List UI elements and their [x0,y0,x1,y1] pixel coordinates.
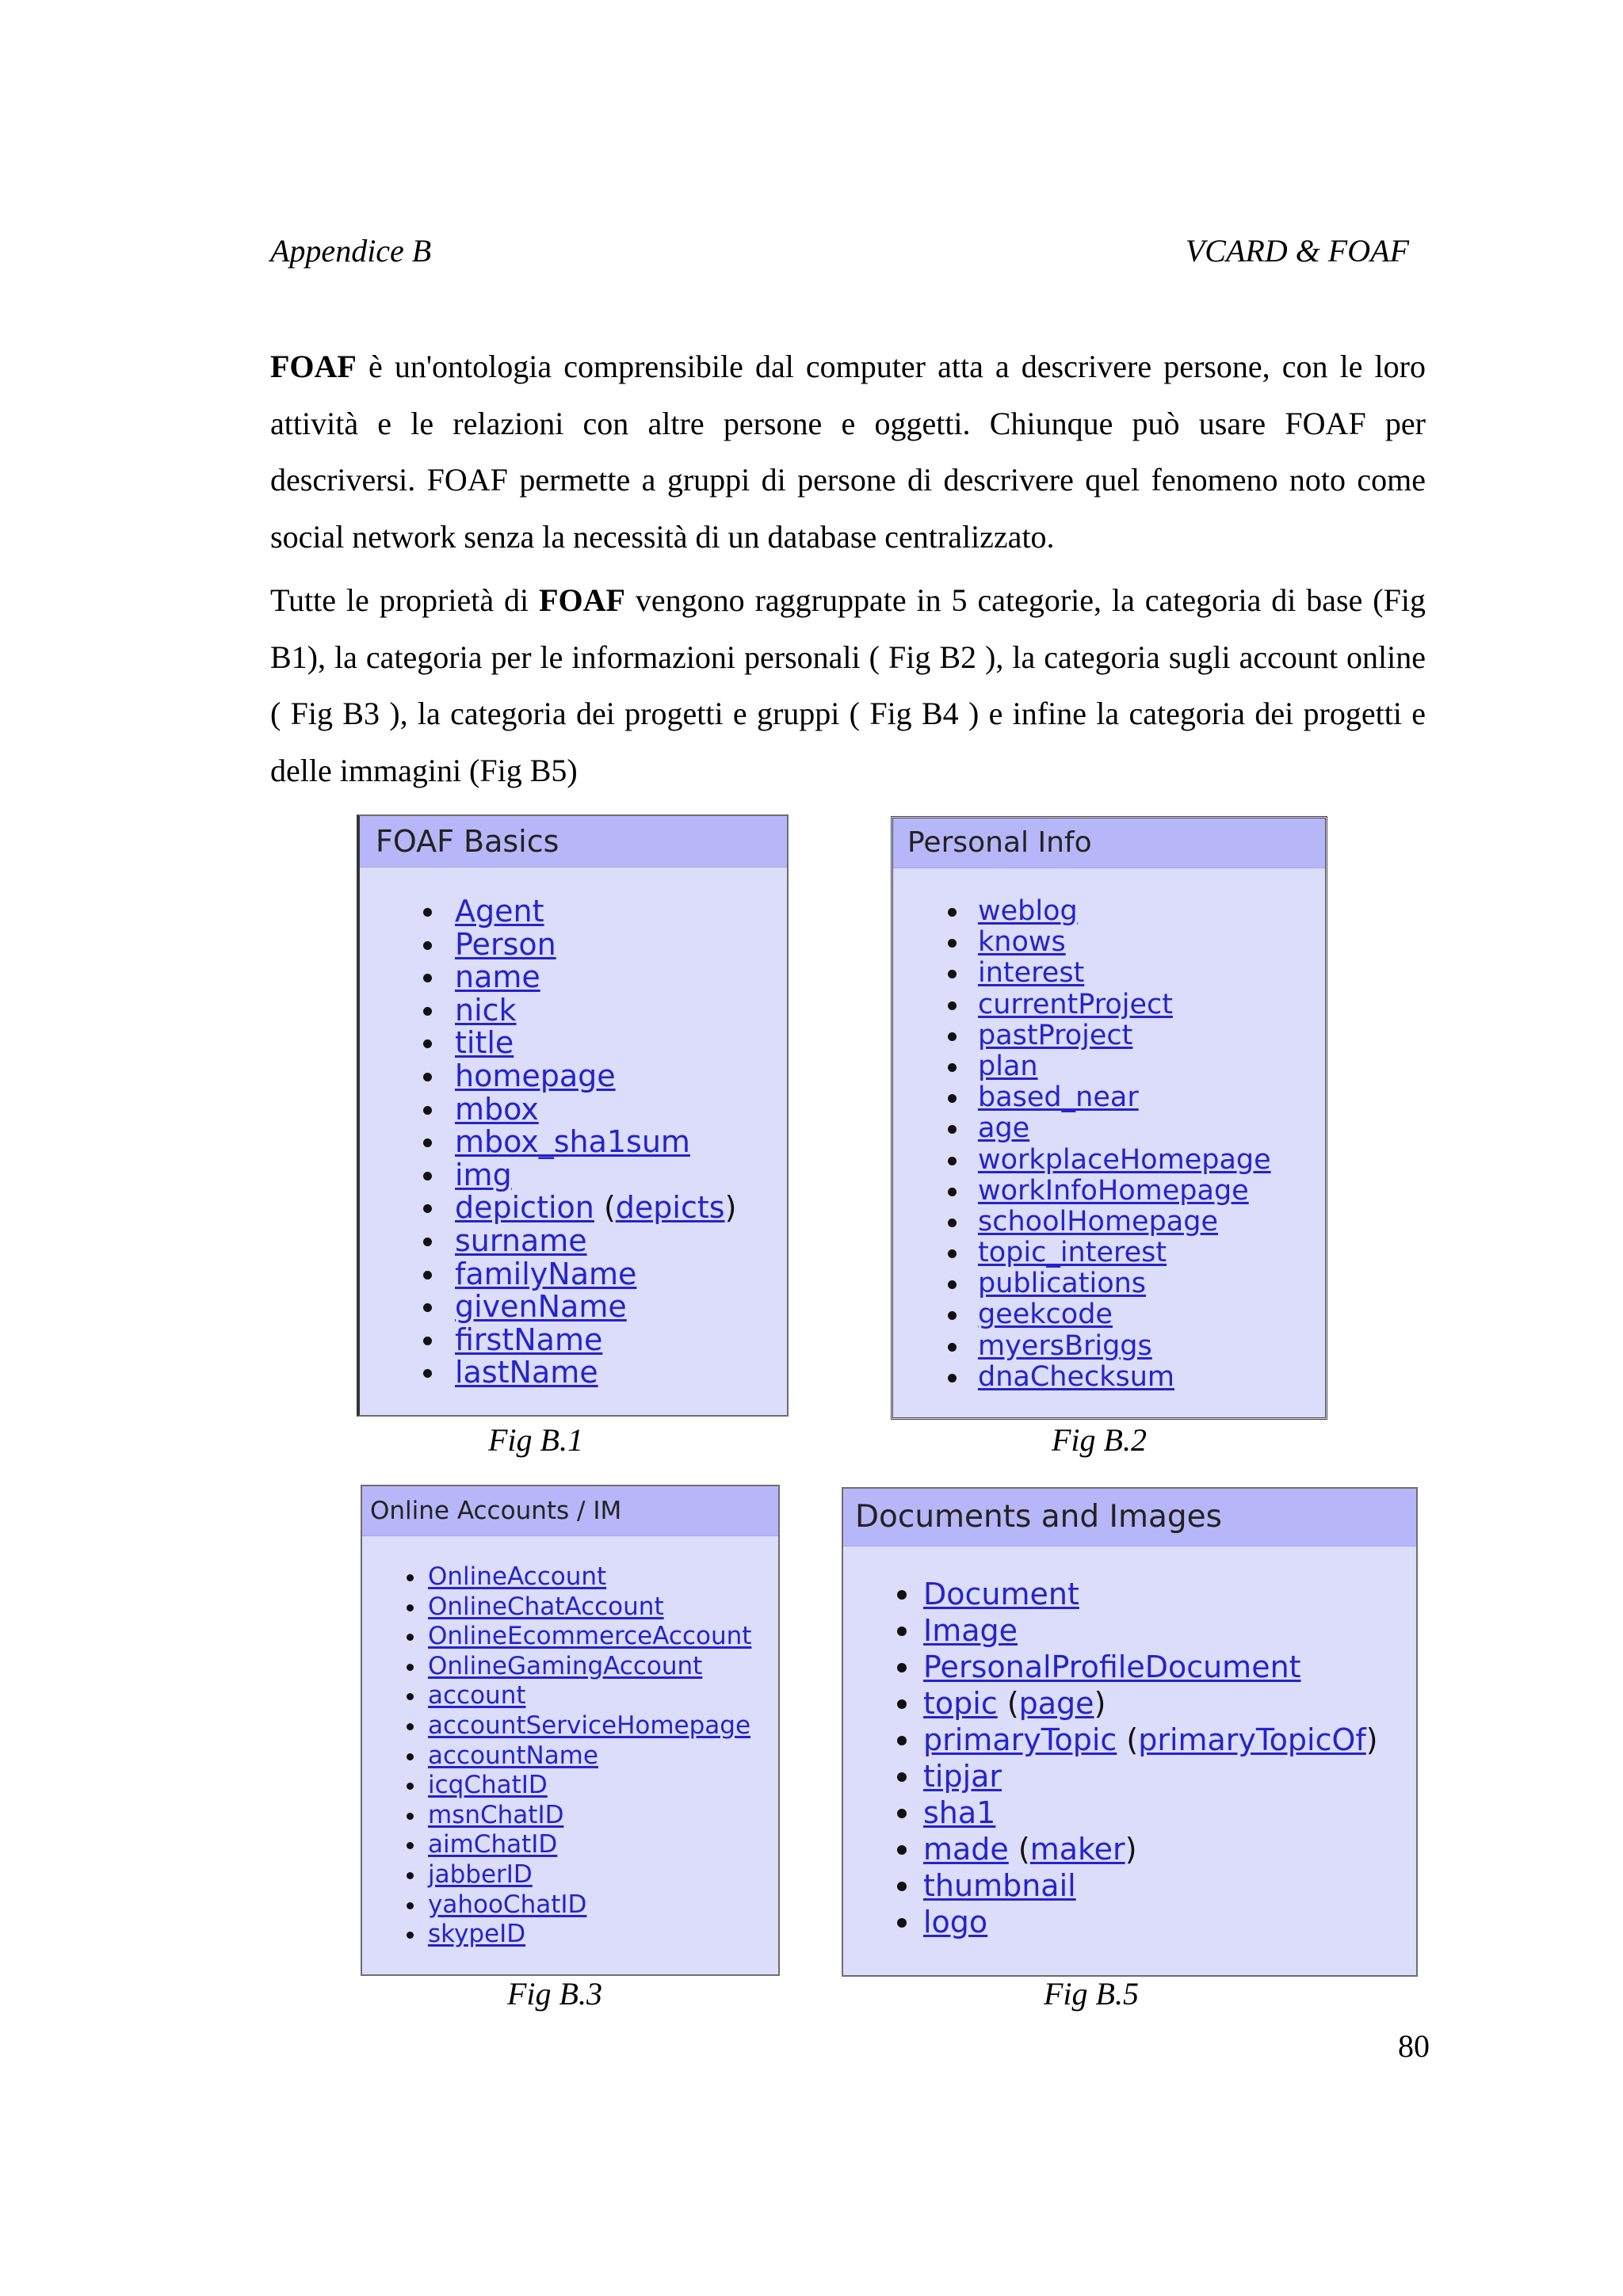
list-item [362,1830,751,1860]
bullet-icon [948,1157,957,1165]
personal-info-panel [891,816,1327,1420]
bullet-icon [407,1902,414,1909]
bullet-icon [423,1007,432,1016]
open-paren: ( [1008,1832,1030,1867]
intro-text: è un'ontologia comprensibile dal computer atta a descrivere persone, con le loro attività e le relazioni con altre persone e oggetti. Chiunque può usare FOAF per descriversi. FOAF permette a gruppi di persone di descrivere quel fenomeno noto come social network senza la necessità di un database centralizzato. [270,349,1426,555]
property-link[interactable]: mbox [455,1091,539,1127]
inverse-property-link[interactable]: maker [1029,1832,1125,1867]
list-item [360,1060,736,1093]
property-link[interactable]: OnlineGamingAccount [428,1651,703,1680]
property-list [362,1562,751,1950]
bullet-icon [897,1627,907,1636]
list-item [843,1831,1378,1867]
bullet-icon [407,1813,414,1820]
bullet-icon [423,1106,432,1115]
list-item [362,1652,751,1682]
property-link[interactable]: currentProject [978,988,1174,1020]
property-list [843,1576,1378,1940]
list-item [360,926,736,962]
property-link[interactable]: plan [978,1050,1038,1082]
bullet-icon [423,1039,432,1048]
property-link[interactable]: logo [923,1905,988,1939]
list-item [362,1741,751,1772]
list-item [360,994,736,1028]
property-link[interactable]: tipjar [923,1759,1002,1794]
property-link[interactable]: workplaceHomepage [978,1143,1271,1176]
bullet-icon [948,939,957,948]
property-link[interactable]: familyName [455,1256,637,1291]
bullet-icon [948,1219,957,1227]
bullet-icon [897,1809,907,1818]
bullet-icon [948,908,957,917]
property-link[interactable]: publications [978,1268,1147,1300]
list-item [843,1794,1378,1831]
bullet-icon [423,1337,432,1345]
bullet-icon [897,1663,907,1672]
property-list [893,896,1271,1393]
bullet-icon [423,1138,432,1147]
property-link[interactable]: accountServiceHomepage [428,1711,751,1740]
property-link[interactable]: homepage [455,1058,616,1093]
property-link[interactable]: givenName [455,1289,627,1325]
figure-caption-b3: Fig B.3 [507,1976,602,2012]
categories-text-start: Tutte le proprietà di [270,582,540,618]
property-link[interactable]: depiction [455,1190,594,1226]
figure-caption-b1: Fig B.1 [488,1422,583,1458]
panel-title: Online Accounts / IM [362,1486,778,1536]
property-link[interactable]: nick [455,992,517,1028]
open-paren: ( [594,1190,616,1226]
property-link[interactable]: knows [978,926,1066,959]
foaf-term: FOAF [270,349,357,384]
property-link[interactable]: geekcode [978,1299,1113,1331]
list-item [362,1801,751,1831]
bullet-icon [407,1634,414,1641]
list-item [893,1362,1271,1393]
bullet-icon [423,1271,432,1280]
list-item [362,1592,751,1623]
bullet-icon [897,1772,907,1782]
bullet-icon [407,1604,414,1611]
list-item [843,1612,1378,1649]
list-item [843,1722,1378,1758]
property-link[interactable]: OnlineChatAccount [428,1592,664,1621]
property-link[interactable]: Image [923,1613,1018,1648]
property-link[interactable]: dnaChecksum [978,1360,1175,1393]
bullet-icon [897,1590,907,1600]
property-link[interactable]: firstName [455,1322,603,1357]
bullet-icon [407,1872,414,1879]
property-link[interactable]: aimChatID [428,1830,558,1859]
running-header-left: Appendice B [270,233,432,269]
list-item [362,1771,751,1801]
property-link[interactable]: primaryTopic [923,1722,1117,1757]
page-number: 80 [1398,2028,1430,2064]
property-link[interactable]: account [428,1681,526,1711]
list-item [893,1145,1271,1176]
list-item [893,927,1271,958]
list-item [360,895,736,929]
list-item [362,1860,751,1890]
list-item [893,958,1271,989]
bullet-icon [423,1204,432,1213]
list-item [843,1685,1378,1722]
property-link[interactable]: based_near [978,1081,1139,1114]
property-link[interactable]: thumbnail [923,1868,1076,1903]
bullet-icon [423,941,432,950]
property-link[interactable]: weblog [978,895,1078,927]
bullet-icon [948,1249,957,1258]
list-item [360,1222,736,1258]
bullet-icon [407,1932,414,1939]
list-item [360,1093,736,1127]
inverse-property-link[interactable]: page [1018,1686,1094,1721]
bullet-icon [948,1343,957,1352]
bullet-icon [948,970,957,978]
bullet-icon [948,1063,957,1072]
bullet-icon [897,1699,907,1709]
list-item [843,1576,1378,1612]
bullet-icon [423,974,432,982]
bullet-icon [423,1172,432,1180]
open-paren: ( [1117,1722,1139,1757]
intro-paragraph [270,338,1426,565]
list-item [360,1324,736,1357]
running-header-right: VCARD & FOAF [1185,233,1409,269]
property-link[interactable]: topic_interest [978,1237,1167,1269]
list-item [893,1207,1271,1238]
property-link[interactable]: interest [978,957,1085,990]
property-link[interactable]: Person [455,926,556,962]
property-link[interactable]: OnlineAccount [428,1562,607,1591]
list-item [893,1051,1271,1082]
close-paren: ) [1125,1832,1137,1867]
foaf-term: FOAF [539,582,625,618]
property-link[interactable]: skypeID [428,1920,526,1949]
bullet-icon [407,1783,414,1790]
close-paren: ) [724,1190,737,1226]
property-link[interactable]: title [455,1025,514,1061]
list-item [362,1711,751,1741]
list-item [362,1622,751,1652]
list-item [893,1331,1271,1362]
close-paren: ) [1365,1722,1378,1757]
bullet-icon [407,1842,414,1849]
bullet-icon [948,1001,957,1010]
online-accounts-panel [361,1485,780,1976]
panel-title: Documents and Images [843,1489,1416,1547]
bullet-icon [423,1303,432,1312]
bullet-icon [897,1882,907,1891]
bullet-icon [407,1753,414,1760]
panel-title: FOAF Basics [360,816,787,868]
bullet-icon [948,1094,957,1103]
bullet-icon [423,908,432,917]
bullet-icon [948,1280,957,1289]
list-item [362,1890,751,1920]
list-item [893,1299,1271,1330]
list-item [360,1356,736,1390]
bullet-icon [423,1238,432,1246]
bullet-icon [407,1723,414,1730]
property-link[interactable]: surname [455,1222,587,1258]
property-link[interactable]: yahooChatID [428,1890,587,1919]
list-item [893,1082,1271,1113]
open-paren: ( [997,1686,1019,1721]
list-item [360,1126,736,1159]
list-item [893,990,1271,1020]
property-link[interactable]: icqChatID [428,1771,548,1800]
inverse-property-link[interactable]: primaryTopicOf [1138,1722,1366,1757]
list-item [843,1904,1378,1940]
list-item [360,1192,736,1225]
bullet-icon [407,1693,414,1700]
property-link[interactable]: mbox_sha1sum [455,1124,690,1160]
bullet-icon [897,1918,907,1928]
list-item [362,1681,751,1711]
bullet-icon [948,1032,957,1041]
list-item [360,1258,736,1291]
bullet-icon [948,1188,957,1196]
list-item [362,1562,751,1592]
inverse-property-link[interactable]: depicts [615,1190,725,1226]
property-link[interactable]: OnlineEcommerceAccount [428,1622,752,1651]
list-item [893,1238,1271,1268]
categories-text-end: vengono raggruppate in 5 categorie, la categoria di base (Fig B1), la categoria per le informazioni personali ( Fig B2 ), la categoria sugli account online ( Fig B3 ), la categoria dei progetti e gruppi ( Fig B4 ) e infine la categoria dei progetti e delle immagini (Fig B5) [270,582,1426,788]
property-link[interactable]: img [455,1157,512,1192]
list-item [843,1758,1378,1794]
bullet-icon [948,1311,957,1320]
property-link[interactable]: lastName [455,1355,598,1390]
property-link[interactable]: workInfoHomepage [978,1174,1249,1207]
property-link[interactable]: Document [923,1577,1079,1611]
list-item [843,1867,1378,1904]
bullet-icon [948,1374,957,1383]
figure-caption-b5: Fig B.5 [1044,1976,1139,2012]
property-link[interactable]: myersBriggs [978,1329,1152,1362]
property-link[interactable]: made [923,1832,1009,1867]
list-item [360,1291,736,1324]
list-item [893,1176,1271,1207]
list-item [360,1159,736,1192]
bullet-icon [897,1845,907,1855]
property-link[interactable]: Agent [455,894,544,929]
property-link[interactable]: topic [923,1686,998,1721]
bullet-icon [423,1369,432,1378]
figure-caption-b2: Fig B.2 [1052,1422,1147,1458]
list-item [360,961,736,994]
property-link[interactable]: jabberID [428,1859,533,1889]
bullet-icon [407,1664,414,1671]
property-link[interactable]: schoolHomepage [978,1205,1218,1238]
list-item [362,1920,751,1950]
close-paren: ) [1094,1686,1106,1721]
list-item [843,1649,1378,1685]
list-item [360,1027,736,1060]
foaf-basics-panel [357,814,789,1417]
documents-images-panel [842,1487,1418,1977]
property-link[interactable]: name [455,959,540,995]
property-link[interactable]: msnChatID [428,1800,564,1829]
list-item [893,1113,1271,1144]
list-item [893,1020,1271,1051]
bullet-icon [407,1574,414,1581]
panel-title: Personal Info [893,818,1325,868]
bullet-icon [948,1125,957,1134]
property-link[interactable]: sha1 [923,1795,996,1830]
bullet-icon [423,1073,432,1081]
categories-paragraph [270,572,1426,799]
list-item [893,1268,1271,1299]
property-link[interactable]: PersonalProfileDocument [923,1650,1301,1684]
list-item [893,896,1271,927]
property-list [360,895,736,1390]
bullet-icon [897,1736,907,1745]
property-link[interactable]: pastProject [978,1019,1133,1051]
property-link[interactable]: age [978,1112,1030,1145]
property-link[interactable]: accountName [428,1741,598,1770]
